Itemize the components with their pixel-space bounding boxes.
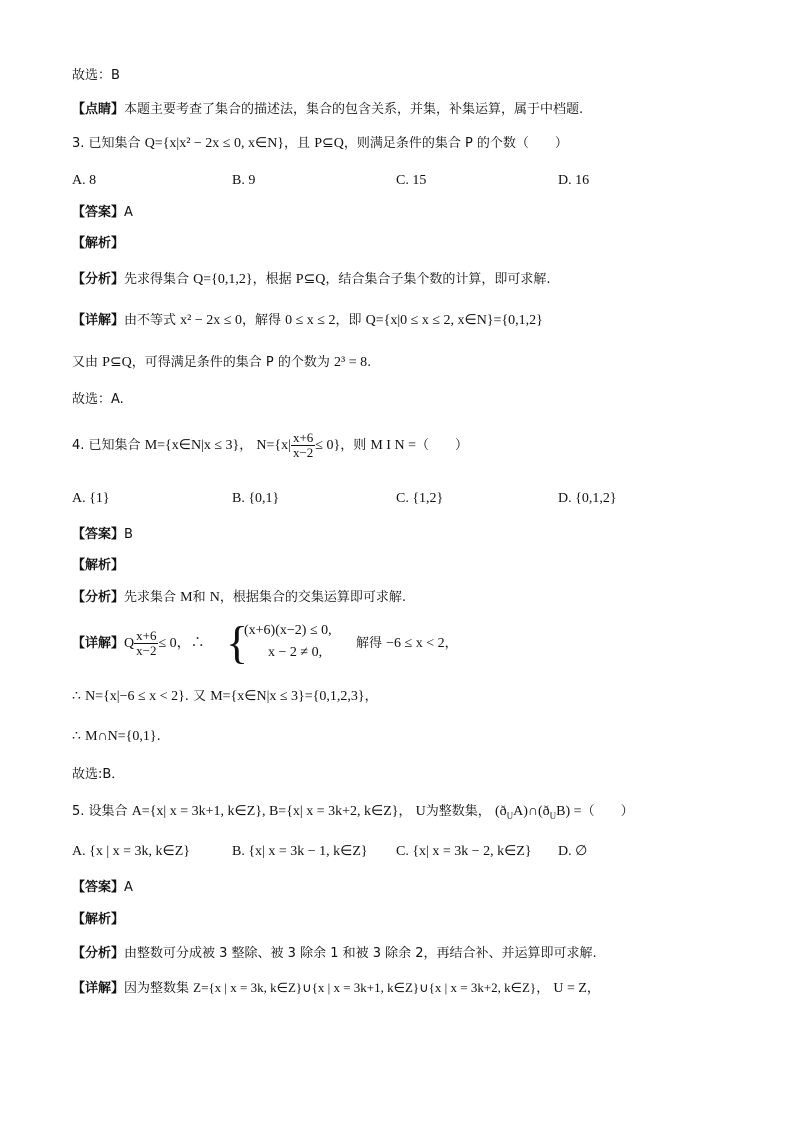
option-b: B. {x| x = 3k − 1, k∈Z} [232, 844, 368, 859]
detail-3-cont: 又由 P⊆Q，可得满足条件的集合 P 的个数为 2³ = 8. [72, 355, 372, 370]
analysis-4: 【分析】先求集合 M和 N，根据集合的交集运算即可求解. [72, 590, 407, 605]
question-5: 5. 设集合 A={x| x = 3k+1, k∈Z}, B={x| x = 3k+2, k∈Z}， U为整数集， $(ð_UA)\cap(ð_UB)$ =（ ） [72, 804, 634, 821]
option-c: C. {1,2} [396, 491, 444, 506]
analysis-5: 【分析】由整数可分成被 3 整除、被 3 除余 1 和被 3 除余 2，再结合补、并运算即可求解. [72, 946, 597, 961]
choice-4: 故选:B． [72, 767, 125, 782]
analysis-5-head: 【解析】 [72, 912, 125, 927]
analysis-3: 【分析】先求得集合 Q={0,1,2}，根据 P⊆Q，结合集合子集个数的计算，即可求解. [72, 272, 551, 287]
fraction: $\frac{x+6}{x-2}$ [136, 628, 157, 658]
detail-4-result: ∴ M∩N={0,1}. [72, 729, 161, 744]
fraction: $\frac{x+6}{x-2}$ [292, 430, 314, 460]
option-d: D. ∅ [558, 844, 588, 859]
option-c: C. 15 [396, 173, 427, 188]
option-d: D. 16 [558, 173, 590, 188]
option-a: A. {1} [72, 491, 110, 506]
complement-expr: $(ð_UA)\cap(ð_UB)$ = [494, 804, 582, 821]
option-c: C. {x| x = 3k − 2, k∈Z} [396, 844, 532, 859]
option-a: A. 8 [72, 173, 97, 188]
analysis-3-head: 【解析】 [72, 236, 125, 251]
option-a: A. {x | x = 3k, k∈Z} [72, 844, 190, 859]
detail-4-n: ∴ N={x|−6 ≤ x < 2}. 又 M={x∈N|x ≤ 3}={0,1,2,3}， [72, 689, 378, 704]
question-3: 3. 已知集合 Q={x|x² − 2x ≤ 0, x∈N}，且 P⊆Q，则满足条件的集合 P 的个数（ ） [72, 136, 568, 151]
comment-line: 【点睛】本题主要考查了集合的描述法，集合的包含关系，并集，补集运算，属于中档题. [72, 102, 584, 117]
choice-3: 故选：A. [72, 392, 124, 407]
answer-5: 【答案】A [72, 880, 133, 895]
detail-4-solution: 解得 −6 ≤ x < 2， [356, 636, 458, 651]
option-b: B. 9 [232, 173, 256, 188]
comment-tag: 【点睛】 [72, 102, 125, 117]
math-set-q: Q={x|x² − 2x ≤ 0, x∈N} [144, 136, 285, 151]
detail-5: 【详解】因为整数集 Z={x | x = 3k, k∈Z}∪{x | x = 3k+1, k∈Z}∪{x | x = 3k+2, k∈Z}， U = Z， [72, 980, 600, 996]
option-b: B. {0,1} [232, 491, 280, 506]
question-4: 4. 已知集合 M={x∈N|x ≤ 3}， N={x| $\frac{x+6}{x-2}$ ≤ 0}，则 M I N =（ ） [72, 430, 468, 460]
answer-line-prev: 故选：B [72, 68, 120, 83]
answer-4: 【答案】B [72, 527, 133, 542]
math-subset: P⊆Q [314, 136, 344, 151]
inequality-system: (x+6)(x−2) ≤ 0, x − 2 ≠ 0, [244, 623, 332, 660]
detail-3: 【详解】由不等式 x² − 2x ≤ 0，解得 0 ≤ x ≤ 2，即 Q={x|0 ≤ x ≤ 2, x∈N}={0,1,2} [72, 313, 543, 328]
answer-3: 【答案】A [72, 205, 133, 220]
option-d: D. {0,1,2} [558, 491, 617, 506]
detail-4: 【详解】Q $\frac{x+6}{x-2}$ ≤ 0，∴ [72, 628, 205, 658]
analysis-4-head: 【解析】 [72, 558, 125, 573]
system-brace: { [226, 617, 249, 668]
